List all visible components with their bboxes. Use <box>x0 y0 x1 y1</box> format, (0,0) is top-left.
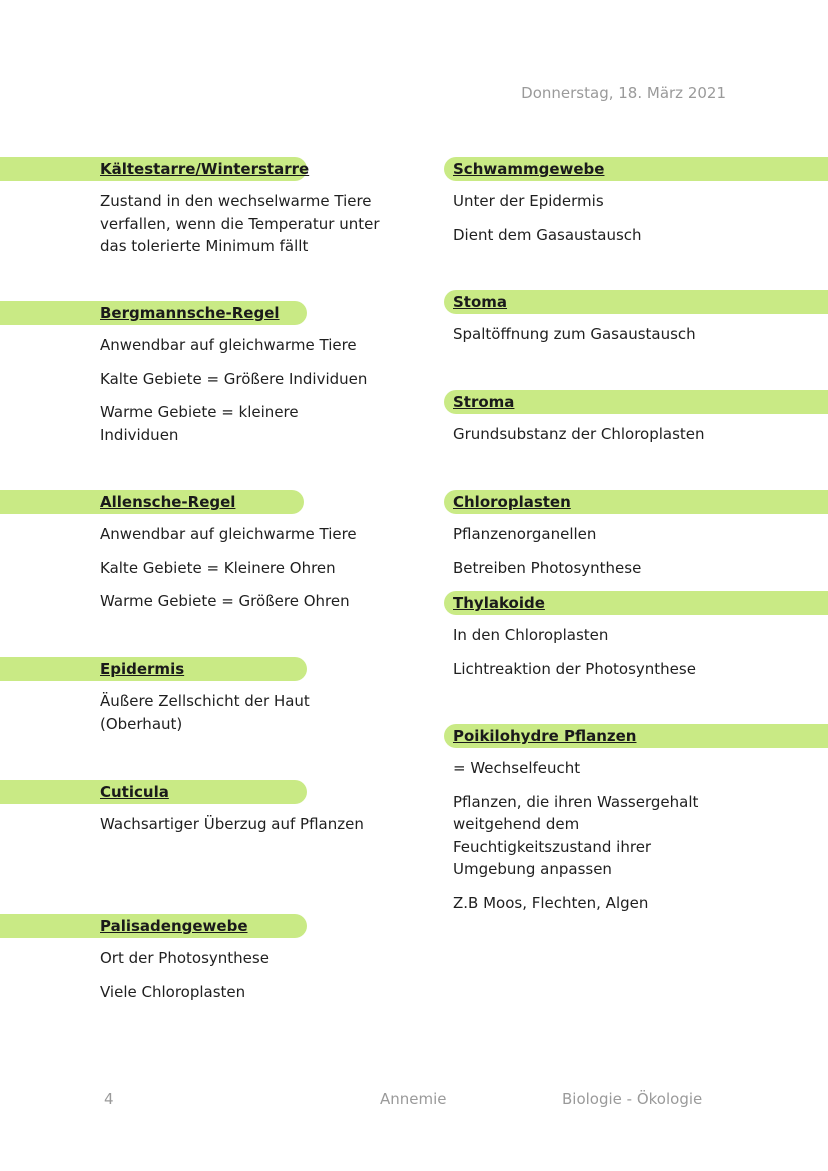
definition-line: Pflanzen, die ihren Wassergehalt weitgehend dem Feuchtigkeitszustand ihrer Umgebung anpassen <box>453 792 699 878</box>
term-definition <box>100 334 390 457</box>
definition-line: Wachsartiger Überzug auf Pflanzen <box>100 815 364 833</box>
definition-line: Spaltöffnung zum Gasaustausch <box>453 325 696 343</box>
term-heading: Poikilohydre Pflanzen <box>453 727 637 745</box>
definition-line: Lichtreaktion der Photosynthese <box>453 659 696 678</box>
page-number: 4 <box>104 1090 114 1108</box>
term-definition <box>100 947 390 1014</box>
definition-line: Warme Gebiete = kleinere Individuen <box>100 403 299 444</box>
definition-line: Anwendbar auf gleichwarme Tiere <box>100 336 357 354</box>
term-heading: Kältestarre/Winterstarre <box>100 160 310 178</box>
definition-line: Äußere Zellschicht der Haut (Oberhaut) <box>100 692 310 733</box>
term-definition <box>100 190 390 269</box>
term-heading: Palisadengewebe <box>100 917 248 935</box>
definition-line: Betreiben Photosynthese <box>453 558 642 577</box>
term-definition <box>453 423 743 457</box>
term-definition <box>453 523 743 590</box>
definition-line: Pflanzenorganellen <box>453 525 597 543</box>
definition-line: Anwendbar auf gleichwarme Tiere <box>100 525 357 543</box>
term-heading: Allensche-Regel <box>100 493 236 511</box>
term-definition <box>453 323 743 357</box>
definition-line: = Wechselfeucht <box>453 759 581 777</box>
footer-author: Annemie <box>380 1090 447 1108</box>
term-heading: Chloroplasten <box>453 493 571 511</box>
term-definition <box>453 190 743 257</box>
term-heading: Schwammgewebe <box>453 160 605 178</box>
definition-line: Kalte Gebiete = Kleinere Ohren <box>100 558 336 577</box>
term-heading: Epidermis <box>100 660 185 678</box>
term-definition <box>100 690 390 746</box>
definition-line: In den Chloroplasten <box>453 626 609 644</box>
term-heading: Cuticula <box>100 783 169 801</box>
definition-line: Dient dem Gasaustausch <box>453 225 642 244</box>
definition-line: Warme Gebiete = Größere Ohren <box>100 592 350 610</box>
term-definition <box>453 757 743 925</box>
term-heading: Bergmannsche-Regel <box>100 304 280 322</box>
definition-line: Viele Chloroplasten <box>100 982 246 1001</box>
definition-line: Kalte Gebiete = Größere Individuen <box>100 369 368 388</box>
term-definition <box>100 523 390 624</box>
definition-line: Grundsubstanz der Chloroplasten <box>453 425 705 443</box>
definition-line: Ort der Photosynthese <box>100 949 269 967</box>
definition-line: Unter der Epidermis <box>453 192 604 210</box>
term-definition <box>453 624 743 691</box>
term-heading: Stoma <box>453 293 508 311</box>
footer-subject: Biologie - Ökologie <box>562 1090 703 1108</box>
term-heading: Stroma <box>453 393 515 411</box>
page-date: Donnerstag, 18. März 2021 <box>521 84 726 102</box>
term-heading: Thylakoide <box>453 594 545 612</box>
term-definition <box>100 813 390 847</box>
definition-line: Z.B Moos, Flechten, Algen <box>453 893 649 912</box>
definition-line: Zustand in den wechselwarme Tiere verfallen, wenn die Temperatur unter das tolerierte Minimum fällt <box>100 192 380 255</box>
